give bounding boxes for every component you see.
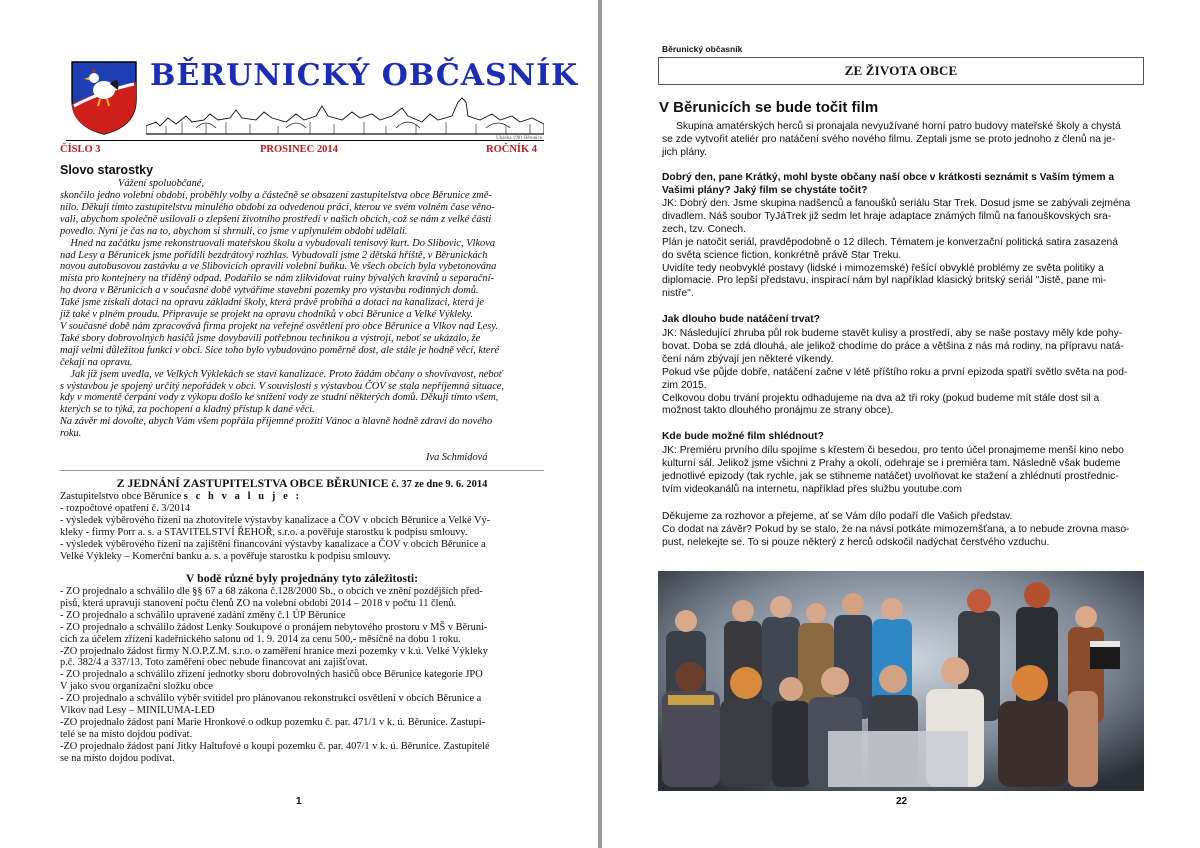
question-line: Dobrý den, pane Krátký, mohl byste občany naší obce v krátkosti seznámit s Vaším týmem a [662,172,1115,183]
letter-line: kdy v momentě čerpání vody z výkopu došlo ke snížení vody ze studní některých domů. Děkuji tímto všem, [60,392,499,404]
list-item: Velké Výkleky – Komerční banku a. s. a pověřuje starostku k podpisu smlouvy. [60,550,391,562]
list-item: -ZO projednalo žádost firmy N.O.P.Z.M. s.r.o. o zaměření hranice mezi pozemky v k.ú. Velké Výkleky [60,645,488,657]
list-item: kleky - firmy Porr a. s. a STAVITELSTVÍ ŘEHOŘ, s.r.o. a pověřuje starostku k podpisu smlouvy. [60,526,468,538]
letter-line: novou autobusovou zastávku a ve Slibovicích opravili volební buňku. Ve všech obcích byla vybetonována [60,261,497,273]
answer-line: tvím videokanálů na internetu, například přes službu youtube.com [662,483,962,495]
masthead-rule [66,140,544,141]
question-line: Vašimi plány? Jaký film se chystáte točit? [662,184,868,196]
section-title-box [658,57,1144,85]
list-item: -ZO projednalo žádost paní Jitky Haltufové o koupi pozemku č. par. 407/1 v k. ú. Běrunice. Zastupitelé [60,740,490,752]
list-item: - ZO projednalo a schválilo upravené zadání změny č.1 ÚP Běrunice [60,609,346,621]
village-skyline-illustration [146,96,544,136]
issue-volume: ROČNÍK 4 [486,144,538,155]
answer-line: Pokud vše půjde dobře, natáčení začne v létě příštího roku a první epizoda spatří světlo světa na pod- [662,366,1128,378]
list-item: telé se na místo dojdou podívat. [60,728,193,740]
photo-table [828,731,968,787]
answer-line: JK: Premiéru prvního dílu spojíme s křestem či besedou, pro tento účel pronajmeme menší kino nebo [662,445,1124,456]
answer-line: JK: Dobrý den. Jsme skupina nadšenců a fanoušků seriálu Star Trek. Dosud jsme se zabývali zejména [662,198,1131,209]
jednani-heading-text: Z JEDNÁNÍ ZASTUPITELSTVA OBCE BĚRUNICE [116,476,389,490]
jednani-intro-text: Zastupitelstvo obce Běrunice [60,491,182,502]
cast-group-photo [658,571,1144,791]
answer-line: JK: Následující zhruba půl rok budeme stavět kulisy a prostředí, aby se naše postavy měly kde pohy- [662,328,1123,339]
starosta-signature: Iva Schmidová [426,452,488,463]
list-item: Vlkov nad Lesy – MINILUMA-LED [60,705,215,717]
newsletter-title: BĚRUNICKÝ OBČASNÍK [150,58,579,93]
letter-line: V současné době nám zpracovává firma projekt na veřejné osvětlení pro obce Běrunice a Vlkov nad Lesy. [60,320,498,332]
letter-line: Na závěr mi dovolte, abych Vám všem popřála příjemné prožití Vánoc a hlavně hodně zdraví do nového [60,416,493,428]
answer-3 [662,445,1142,497]
letter-line: vali, abychom společně usilovali o zlepšení životního prostředí v našich obcích, což se nám z velké části [60,213,492,225]
page-right [602,0,1200,848]
issue-date: PROSINEC 2014 [260,144,338,155]
list-item: V jako svou organizační složku obce [60,681,213,693]
list-item: - výsledek výběrového řízení na zajištění financování výstavby kanalizace a ČOV v obcích Běrunice a [60,538,486,550]
list-item: -ZO projednalo žádost paní Marie Hronkové o odkup pozemku č. par. 471/1 v k. ú. Běrunice. Zastupi- [60,716,486,728]
letter-line: již také v plném proudu. Připravuje se projekt na opravu chodníků v obci Běrunice a Velké Výkleky. [60,309,473,321]
starosta-heading: Slovo starostky [60,163,154,177]
letter-line: nad Lesy a Běrunicek jsme pořídili bezdrátový rozhlas. Vybudovali jsme 2 dětská hřiště, v Běrunickách [60,249,488,261]
section-divider [60,470,544,471]
letter-line: Také sbory dobrovolných hasičů jsme dovybavili potřebnou technikou a výstrojí, neboť se ukázalo, že [60,332,481,344]
answer-line: do světa science fiction, konkrétně právě Star Treku. [662,249,902,261]
issue-number: ČÍSLO 3 [60,144,101,155]
list-item: - ZO projednalo a schválilo žádost Lenky Soukupové o pronájem nebytového prostoru v MŠ v Běruni- [60,621,488,633]
jednani-subheading: V bodě různé byly projednány tyto záležitosti: [185,571,419,585]
jednani-schvaluje: s c h v a l u j e : [183,491,302,502]
article-title: V Běrunicích se bude točit film [659,99,879,116]
answer-line: nistře". [662,288,694,300]
answer-line: čení nám zbývají jen některé víkendy. [662,353,834,365]
letter-line: povedlo. Nyní je čas na to, abychom si shrnuli, co jsme v uplynulém období udělali. [60,225,408,237]
starosta-greeting: Vážení spoluobčané, [118,178,204,189]
answer-line: divadlem. Náš soubor TyJáTrek již sedm let hraje adaptace známých filmů na fanouškovských sra- [662,210,1112,222]
intro-line: Skupina amatérských herců si pronajala nevyužívané horní patro budovy mateřské školy a chystá [676,121,1121,132]
illustration-credit: Ukázka 1981 Běrunice [496,136,542,141]
letter-line: Také jsme získali dotaci na opravu základní školy, která právě probíhá a dotaci na kanalizaci, která je [60,297,485,309]
letter-line: Hned na začátku jsme rekonstruovali mateřskou školu a vybudovali tenisový kurt. Do Slibovic, Vlkova [60,237,496,249]
list-item: - ZO projednalo a schválilo dle §§ 67 a 68 zákona č.128/2000 Sb., o obcích ve znění pozdějších před- [60,586,483,597]
answer-line: možnost takto dlouhého pronájmu ze strany obce). [662,405,894,417]
list-item: - rozpočtové opatření č. 3/2014 [60,502,191,514]
letter-line: nilo. Děkuji tímto zastupitelstvu minulého období za odvedenou práci, kterou ve svém volném čase věno- [60,201,495,213]
list-item: pisů, která upravují stanovení počtu členů ZO na volební období 2014 – 2018 v počtu 11 členů. [60,597,457,609]
letter-line: skončilo jedno volební období, proběhly volby a částečně se obsazení zastupitelstva obce Běrunice změ- [60,190,492,201]
answer-line: kulturní sál. Jelikož jsme všichni z Prahy a okolí, odehraje se i premiéra tam. Následně však budeme [662,457,1121,469]
section-title: ZE ŽIVOTA OBCE [844,63,958,78]
question-2: Jak dlouho bude natáčení trvat? [662,314,820,325]
jednani-misc-list [60,586,544,765]
answer-line: diplomacie. Pro lepší představu, inspirací nám byl například klasický britský seriál "Jistě, pane mi- [662,275,1107,287]
letter-line: kterých se to týká, za pochopení a kladný přístup k dané věci. [60,404,315,416]
intro-line: se zde vytvořit ateliér pro natáčení svého nového filmu. Zeptali jsme se proto jednoho z členů na je- [662,133,1116,145]
answer-line: zim 2015. [662,379,707,391]
jednani-intro [60,491,544,503]
answer-line: Uvidíte tedy neobvyklé postavy (lidské i mimozemské) řešící obvyklé problémy ze světa politiky a [662,262,1104,274]
list-item: se na místo dojdou podívat. [60,752,175,764]
jednani-approved-list [60,491,544,562]
letter-line: mají velmi důležitou funkci v obci. Sice toho bylo vybudováno poměrně dost, ale stále je hodně věcí, které [60,344,500,356]
intro-line: jich plány. [662,146,708,158]
answer-line: Plán je natočit seriál, pravděpodobně o 12 dílech. Tématem je konverzační politická satira zasazená [662,236,1118,248]
letter-line: ho dvora v Běrunicích a v současné době vytváříme stavební pozemky pro výstavbu rodinných domů. [60,285,479,297]
letter-line: čekají na opravu. [60,356,133,368]
list-item: - ZO projednalo a schválilo zřízení jednotky sboru dobrovolných hasičů obce Běrunice kategorie JPO [60,669,483,681]
answer-line: zech, tzv. Conech. [662,223,746,235]
letter-line: s výstavbou je spojený určitý nepořádek v obci. V souvislosti s výstavbou ČOV se stala nepříjemná situace, [60,380,505,392]
list-item: p.č. 382/4 a 337/13. Toto zaměření obec nebude financovat ani zajišťovat. [60,657,368,669]
running-head: Běrunický občasník [662,44,743,54]
outro-line: Co dodat na závěr? Pokud by se stalo, že na návsi potkáte mimozemšťana, a to nebude zrovna maso- [662,523,1130,535]
answer-2 [662,328,1142,418]
article-outro [662,511,1142,550]
letter-line: roku. [60,428,82,440]
question-1 [662,172,1142,198]
list-item: cích za účelem zřízení kadeřnického salonu od 1. 9. 2014 za cenu 500,- měsíčně na dobu 1 roku. [60,633,461,645]
answer-line: bovat. Doba se zdá dlouhá, ale jelikož chodíme do práce a většina z nás má rodiny, na přípravu natá- [662,340,1124,352]
letter-line: Jak již jsem uvedla, ve Velkých Výklekách se staví kanalizace. Proto žádám občany o shovívavost, neboť [60,368,503,380]
starosta-letter [60,190,544,440]
municipal-crest-icon [70,60,138,136]
outro-line: pust, nelekejte se. To si pouze některý z herců odskočil nadýchat čerstvého vzduchu. [662,536,1050,548]
answer-line: jednotlivé epizody (tak rychle, jak se stihneme natáčet) uvolňovat ke stažení a zhlédnutí prostřednic- [662,470,1119,482]
question-3: Kde bude možné film shlédnout? [662,431,824,442]
jednani-heading [60,476,544,491]
page-left [0,0,598,848]
masthead [66,56,579,141]
letter-line: místa pro kontejnery na tříděný odpad. Podařilo se nám zlikvidovat ruiny bývalých kravínů u separační- [60,273,494,285]
answer-line: Celkovou dobu trvání projektu odhadujeme na dva až tři roky (pokud budeme mít stále dost sil a [662,392,1100,404]
page-number: 1 [296,796,302,807]
list-item: - výsledek výběrového řízení na zhotovitele výstavby kanalizace a ČOV v obcích Běrunice a Velké Vý- [60,514,491,526]
list-item: - ZO projednalo a schválilo výběr svítidel pro plánovanou rekonstrukci osvětlení v obcích Běrunice a [60,693,482,705]
jednani-heading-date: č. 37 ze dne 9. 6. 2014 [391,479,488,490]
article-intro [662,121,1142,160]
outro-line: Děkujeme za rozhovor a přejeme, ať se Vám dílo podaří dle Vašich představ. [662,511,1013,522]
page-number: 22 [896,796,908,807]
answer-1 [662,198,1142,301]
